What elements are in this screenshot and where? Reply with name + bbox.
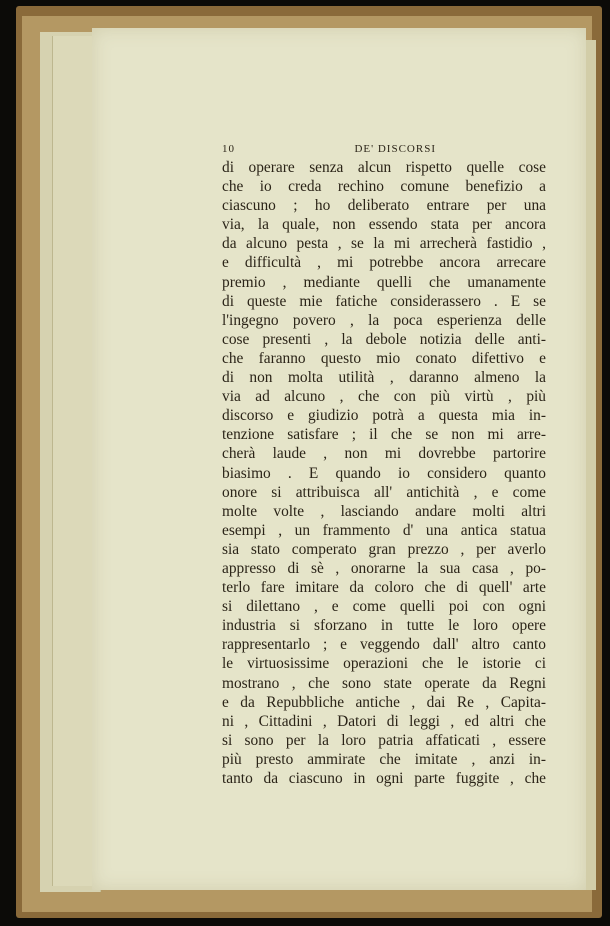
- text-line: biasimo . E quando io considero quanto: [222, 464, 546, 482]
- running-title: DE' DISCORSI: [354, 143, 436, 155]
- text-line: si sono per la loro patria affaticati , essere: [222, 731, 546, 749]
- body-text: [222, 158, 546, 788]
- text-line: sia stato comperato gran prezzo , per averlo: [222, 540, 546, 558]
- previous-leaf-edge: [52, 36, 97, 886]
- text-line: e difficultà , mi potrebbe ancora arrecare: [222, 254, 546, 272]
- text-line: da alcuno pesta , se la mi arrecherà fastidio ,: [222, 235, 546, 253]
- text-line: tanto da ciascuno in ogni parte fuggite , che: [222, 770, 546, 787]
- running-header: [222, 140, 546, 158]
- text-line: di queste mie fatiche considerassero . E se: [222, 292, 546, 310]
- text-line: rappresentarlo ; e veggendo dall' altro canto: [222, 636, 546, 654]
- page-text: [222, 140, 546, 788]
- text-line: molte volte , lasciando andare molti altri: [222, 502, 546, 520]
- text-line: ciascuno ; ho deliberato entrare per una: [222, 197, 546, 215]
- text-line: l'ingegno povero , la poca esperienza delle: [222, 311, 546, 329]
- text-line: esempi , un frammento d' una antica statua: [222, 521, 546, 539]
- text-line: si dilettano , e come quelli poi con ogni: [222, 598, 546, 616]
- text-line: ni , Cittadini , Datori di leggi , ed altri che: [222, 712, 546, 730]
- page-number: 10: [222, 143, 235, 155]
- text-line: le virtuosissime operazioni che le istorie ci: [222, 655, 546, 673]
- text-line: che faranno questo mio conato difettivo e: [222, 349, 546, 367]
- text-line: premio , mediante quelli che umanamente: [222, 273, 546, 291]
- text-line: cose presenti , la debole notizia delle anti-: [222, 330, 546, 348]
- text-line: terlo fare imitare da coloro che di quell' arte: [222, 579, 546, 597]
- page-edge: [586, 40, 596, 890]
- text-line: più presto ammirate che imitate , anzi in-: [222, 750, 546, 768]
- text-line: onore si attribuisca all' antichità , e come: [222, 483, 546, 501]
- text-line: e da Repubbliche antiche , dai Re , Capita-: [222, 693, 546, 711]
- text-line: tenzione satisfare ; il che se non mi arre-: [222, 426, 546, 444]
- text-line: industria si sforzano in tutte le loro opere: [222, 617, 546, 635]
- text-line: mostrano , che sono state operate da Regni: [222, 674, 546, 692]
- text-line: di operare senza alcun rispetto quelle cose: [222, 159, 546, 176]
- text-line: di non molta utilità , daranno almeno la: [222, 369, 546, 387]
- text-line: via ad alcuno , che con più virtù , più: [222, 388, 546, 406]
- text-line: appresso di sè , onorarne la sua casa , po-: [222, 559, 546, 577]
- text-line: cherà laude , non mi dovrebbe partorire: [222, 445, 546, 463]
- text-line: discorso e giudizio potrà a questa mia in-: [222, 407, 546, 425]
- text-line: che io creda rechino comune benefizio a: [222, 178, 546, 196]
- text-line: via, la quale, non essendo stata per ancora: [222, 216, 546, 234]
